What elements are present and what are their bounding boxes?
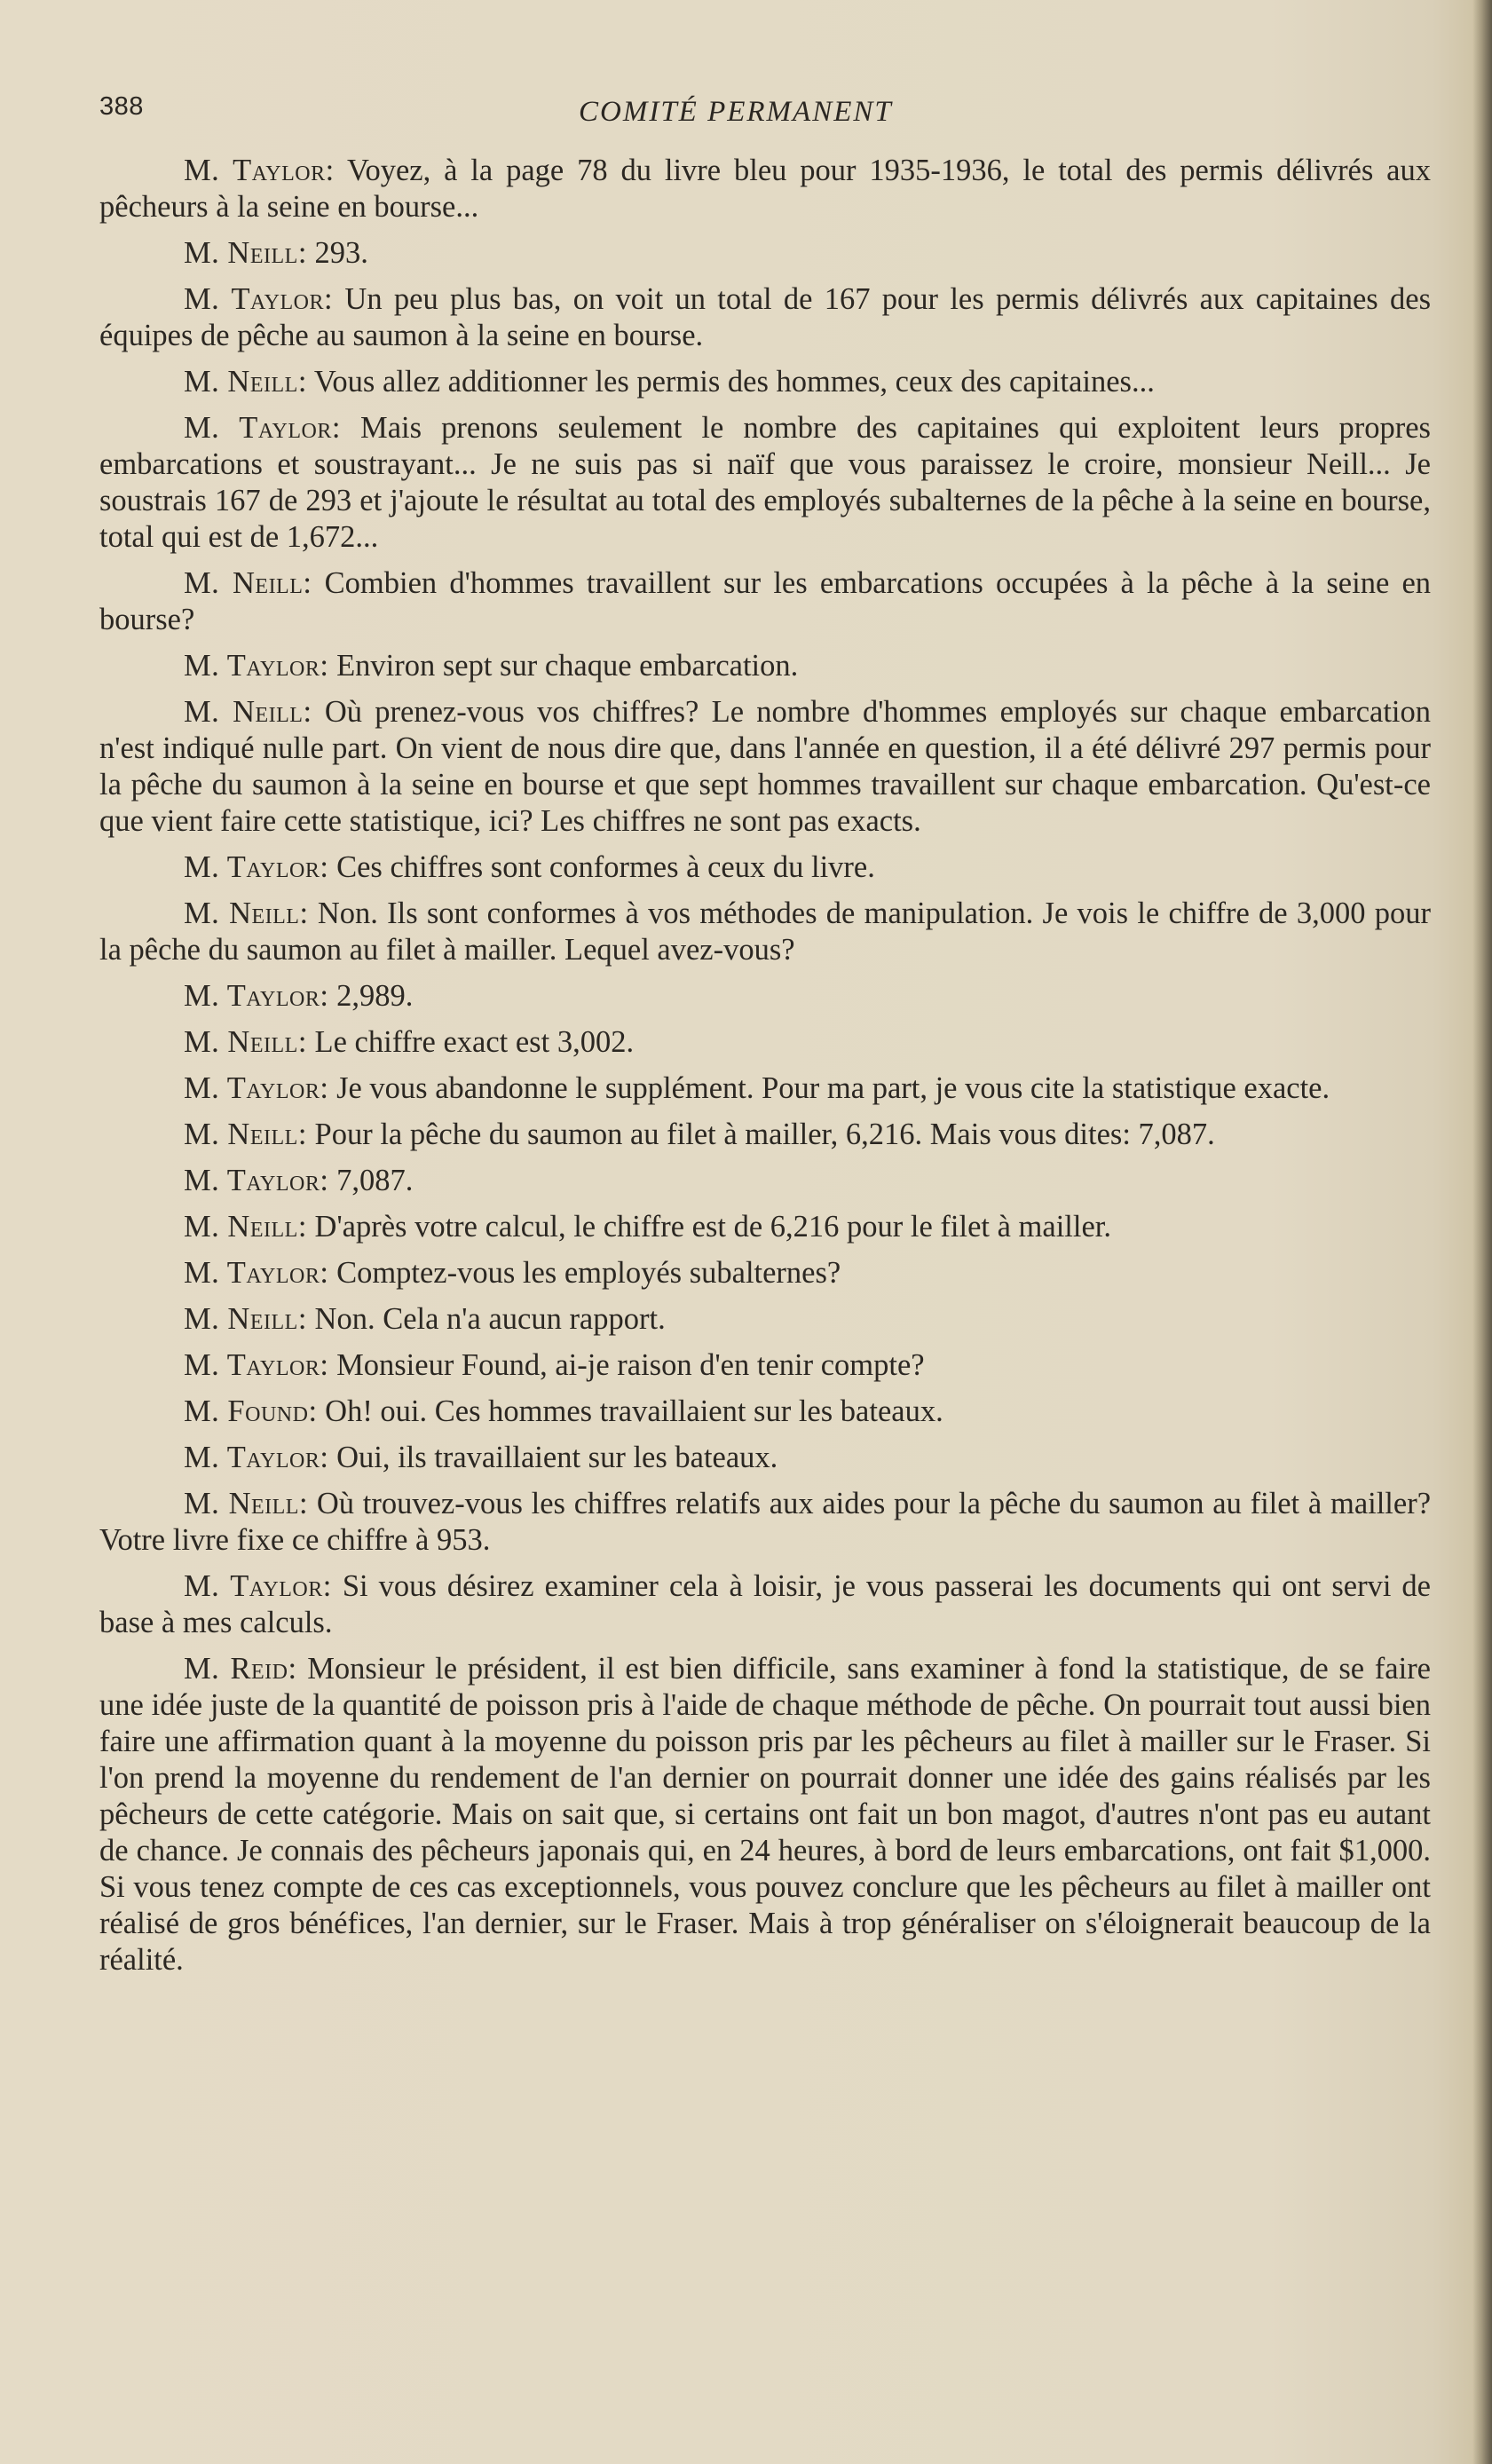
running-head: COMITÉ PERMANENT — [579, 96, 893, 128]
paragraph-text: 2,989. — [336, 979, 414, 1013]
speaker-label: M. Found: — [184, 1394, 318, 1428]
transcript-paragraph — [99, 1163, 1431, 1199]
transcript-paragraph — [99, 849, 1431, 886]
transcript-body — [99, 153, 1431, 1988]
speaker-label: M. Neill: — [184, 1025, 307, 1059]
transcript-paragraph — [99, 410, 1431, 556]
paragraph-text: Pour la pêche du saumon au filet à mailler, 6,216. Mais vous dites: 7,087. — [314, 1117, 1215, 1151]
paragraph-text: Le chiffre exact est 3,002. — [314, 1025, 635, 1059]
page-number: 388 — [99, 92, 144, 121]
speaker-label: M. Taylor: — [184, 850, 329, 884]
paragraph-text: Voyez, à la page 78 du livre bleu pour 1935-1936, le total des permis délivrés aux pêcheurs à la seine en bourse... — [99, 154, 1431, 224]
paragraph-text: 7,087. — [336, 1164, 414, 1197]
paragraph-text: 293. — [314, 236, 368, 270]
transcript-paragraph — [99, 1394, 1431, 1430]
transcript-paragraph — [99, 1568, 1431, 1641]
paragraph-text: D'après votre calcul, le chiffre est de 6,216 pour le filet à mailler. — [314, 1210, 1111, 1244]
page-header — [99, 92, 1431, 137]
transcript-paragraph — [99, 1486, 1431, 1559]
speaker-label: M. Neill: — [184, 1487, 309, 1520]
transcript-paragraph — [99, 235, 1431, 272]
paragraph-text: Environ sept sur chaque embarcation. — [336, 649, 799, 683]
transcript-paragraph — [99, 1301, 1431, 1338]
paragraph-text: Où trouvez-vous les chiffres relatifs aux aides pour la pêche du saumon au filet à mailler? Votre livre fixe ce chiffre à 953. — [99, 1487, 1432, 1557]
transcript-paragraph — [99, 1255, 1431, 1291]
speaker-label: M. Neill: — [184, 566, 312, 600]
speaker-label: M. Neill: — [184, 1302, 307, 1336]
transcript-paragraph — [99, 1117, 1431, 1153]
paragraph-text: Combien d'hommes travaillent sur les embarcations occupées à la pêche à la seine en bourse? — [99, 566, 1432, 636]
paragraph-text: Vous allez additionner les permis des hommes, ceux des capitaines... — [313, 365, 1155, 399]
transcript-paragraph — [99, 896, 1431, 968]
paragraph-text: Non. Ils sont conformes à vos méthodes de manipulation. Je vois le chiffre de 3,000 pour la pêche du saumon au filet à mailler. Lequel avez-vous? — [99, 896, 1431, 967]
transcript-paragraph — [99, 1440, 1431, 1476]
speaker-label: M. Taylor: — [184, 979, 329, 1013]
speaker-label: M. Taylor: — [184, 1071, 329, 1105]
speaker-label: M. Taylor: — [184, 1256, 329, 1290]
speaker-label: M. Neill: — [184, 896, 309, 930]
speaker-label: M. Taylor: — [184, 282, 334, 316]
transcript-paragraph — [99, 1024, 1431, 1061]
transcript-paragraph — [99, 565, 1431, 638]
transcript-paragraph — [99, 694, 1431, 840]
speaker-label: M. Neill: — [184, 1210, 307, 1244]
paragraph-text: Non. Cela n'a aucun rapport. — [314, 1302, 666, 1336]
transcript-paragraph — [99, 1651, 1431, 1978]
paragraph-text: Je vous abandonne le supplément. Pour ma part, je vous cite la statistique exacte. — [336, 1071, 1330, 1105]
speaker-label: M. Neill: — [184, 695, 312, 729]
transcript-paragraph — [99, 153, 1431, 225]
paragraph-text: Oui, ils travaillaient sur les bateaux. — [336, 1441, 778, 1474]
speaker-label: M. Taylor: — [184, 411, 341, 445]
transcript-paragraph — [99, 648, 1431, 684]
speaker-label: M. Reid: — [184, 1652, 297, 1686]
paragraph-text: Un peu plus bas, on voit un total de 167 pour les permis délivrés aux capitaines des équipes de pêche au saumon à la seine en bourse. — [99, 282, 1432, 352]
transcript-paragraph — [99, 281, 1431, 354]
transcript-paragraph — [99, 1209, 1431, 1245]
speaker-label: M. Neill: — [184, 365, 307, 399]
paragraph-text: Oh! oui. Ces hommes travaillaient sur les bateaux. — [325, 1394, 943, 1428]
speaker-label: M. Taylor: — [184, 1441, 329, 1474]
page-edge-shadow — [1472, 0, 1492, 2464]
speaker-label: M. Taylor: — [184, 154, 335, 187]
transcript-paragraph — [99, 1070, 1431, 1107]
transcript-paragraph — [99, 364, 1431, 400]
paragraph-text: Monsieur Found, ai-je raison d'en tenir compte? — [336, 1348, 925, 1382]
paragraph-text: Ces chiffres sont conformes à ceux du livre. — [336, 850, 875, 884]
speaker-label: M. Taylor: — [184, 1569, 332, 1603]
speaker-label: M. Neill: — [184, 1117, 307, 1151]
speaker-label: M. Taylor: — [184, 1348, 329, 1382]
transcript-paragraph — [99, 1347, 1431, 1384]
paragraph-text: Où prenez-vous vos chiffres? Le nombre d'hommes employés sur chaque embarcation n'est indiqué nulle part. On vient de nous dire que, dans l'année en question, il a été délivré 297 permis pour la pêche du saumon à la seine en bourse et que sept hommes travaillent sur chaque embarcation. Qu'est-ce que vient faire cette statistique, ici? Les chiffres ne sont pas exacts. — [99, 695, 1431, 838]
paragraph-text: Monsieur le président, il est bien difficile, sans examiner à fond la statistique, de se faire une idée juste de la quantité de poisson pris à l'aide de chaque méthode de pêche. On pourrait tout aussi bien faire une affirmation quant à la moyenne du poisson pris par les pêcheurs au filet à mailler sur le Fraser. Si l'on prend la moyenne du rendement de l'an dernier on pourrait donner une idée des gains réalisés par les pêcheurs de cette catégorie. Mais on sait que, si certains ont fait un bon magot, d'autres n'ont pas eu autant de chance. Je connais des pêcheurs japonais qui, en 24 heures, à bord de leurs embarcations, ont fait $1,000. Si vous tenez compte de ces cas exceptionnels, vous pouvez conclure que les pêcheurs au filet à mailler ont réalisé de gros bénéfices, l'an dernier, sur le Fraser. Mais à trop généraliser on s'éloignerait beaucoup de la réalité. — [99, 1652, 1431, 1977]
transcript-paragraph — [99, 978, 1431, 1015]
speaker-label: M. Taylor: — [184, 649, 329, 683]
paragraph-text: Mais prenons seulement le nombre des capitaines qui exploitent leurs propres embarcations et soustrayant... Je ne suis pas si naïf que vous paraissez le croire, monsieur Neill... Je soustrais 167 de 293 et j'ajoute le résultat au total des employés subalternes de la pêche à la seine en bourse, total qui est de 1,672... — [99, 411, 1431, 554]
paragraph-text: Comptez-vous les employés subalternes? — [336, 1256, 841, 1290]
speaker-label: M. Taylor: — [184, 1164, 329, 1197]
paragraph-text: Si vous désirez examiner cela à loisir, je vous passerai les documents qui ont servi de base à mes calculs. — [99, 1569, 1431, 1639]
speaker-label: M. Neill: — [184, 236, 307, 270]
